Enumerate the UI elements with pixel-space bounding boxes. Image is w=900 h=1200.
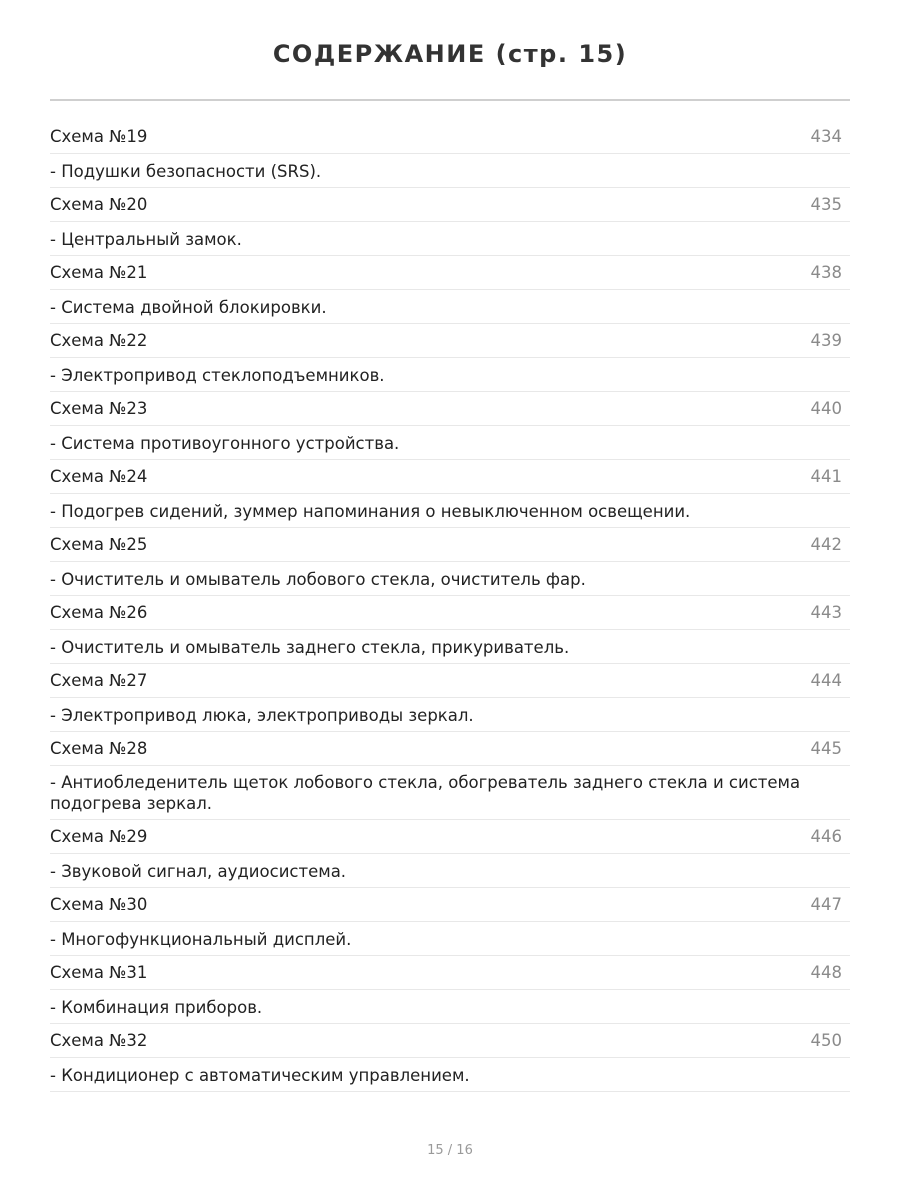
scheme-label: Схема №19 — [50, 127, 148, 146]
page-number: 448 — [810, 963, 842, 982]
toc-scheme-row[interactable] — [50, 888, 850, 922]
toc-description-row — [50, 562, 850, 596]
scheme-label: Схема №30 — [50, 895, 148, 914]
scheme-description: - Электропривод стеклоподъемников. — [50, 365, 385, 385]
scheme-description: - Комбинация приборов. — [50, 997, 263, 1017]
toc-scheme-row[interactable] — [50, 188, 850, 222]
toc-scheme-row[interactable] — [50, 324, 850, 358]
toc-scheme-row[interactable] — [50, 596, 850, 630]
scheme-description: - Подогрев сидений, зуммер напоминания о невыключенном освещении. — [50, 501, 691, 521]
toc-description-row — [50, 358, 850, 392]
toc-description-row — [50, 766, 850, 820]
toc-scheme-row[interactable] — [50, 392, 850, 426]
page-indicator: 15 / 16 — [427, 1143, 473, 1158]
page-number: 438 — [810, 263, 842, 282]
toc-scheme-row[interactable] — [50, 956, 850, 990]
page-number: 444 — [810, 671, 842, 690]
scheme-label: Схема №25 — [50, 535, 148, 554]
scheme-label: Схема №20 — [50, 195, 148, 214]
page-number: 442 — [810, 535, 842, 554]
page-number: 439 — [810, 331, 842, 350]
page-number: 446 — [810, 827, 842, 846]
scheme-label: Схема №31 — [50, 963, 148, 982]
toc-scheme-row[interactable] — [50, 460, 850, 494]
toc-description-row — [50, 290, 850, 324]
page-number: 434 — [810, 127, 842, 146]
toc-description-row — [50, 630, 850, 664]
page-number: 441 — [810, 467, 842, 486]
toc-description-row — [50, 922, 850, 956]
toc-scheme-row[interactable] — [50, 528, 850, 562]
scheme-label: Схема №32 — [50, 1031, 148, 1050]
page-title: СОДЕРЖАНИЕ (стр. 15) — [272, 40, 628, 68]
toc-description-row — [50, 426, 850, 460]
scheme-description: - Антиобледенитель щеток лобового стекла, обогреватель заднего стекла и система подогрева зеркал. — [50, 773, 801, 813]
scheme-label: Схема №23 — [50, 399, 148, 418]
scheme-label: Схема №27 — [50, 671, 148, 690]
scheme-description: - Очиститель и омыватель лобового стекла, очиститель фар. — [50, 569, 586, 589]
page-number: 450 — [810, 1031, 842, 1050]
scheme-description: - Система двойной блокировки. — [50, 297, 327, 317]
toc-description-row — [50, 990, 850, 1024]
toc-description-row — [50, 1058, 850, 1092]
toc-description-row — [50, 698, 850, 732]
scheme-label: Схема №28 — [50, 739, 148, 758]
scheme-label: Схема №21 — [50, 263, 148, 282]
toc-scheme-row[interactable] — [50, 664, 850, 698]
page-number: 443 — [810, 603, 842, 622]
toc-scheme-row[interactable] — [50, 1024, 850, 1058]
scheme-description: - Центральный замок. — [50, 229, 242, 249]
scheme-description: - Электропривод люка, электроприводы зеркал. — [50, 705, 474, 725]
scheme-description: - Кондиционер с автоматическим управлением. — [50, 1065, 470, 1085]
scheme-description: - Звуковой сигнал, аудиосистема. — [50, 861, 347, 881]
page-number: 435 — [810, 195, 842, 214]
page-number: 447 — [810, 895, 842, 914]
toc-description-row — [50, 494, 850, 528]
toc-scheme-row[interactable] — [50, 732, 850, 766]
toc-scheme-row[interactable] — [50, 256, 850, 290]
toc-scheme-row[interactable] — [50, 820, 850, 854]
scheme-description: - Система противоугонного устройства. — [50, 433, 400, 453]
scheme-label: Схема №24 — [50, 467, 148, 486]
toc-description-row — [50, 154, 850, 188]
toc-description-row — [50, 854, 850, 888]
scheme-description: - Многофункциональный дисплей. — [50, 929, 352, 949]
title-divider — [50, 99, 850, 101]
toc-scheme-row[interactable] — [50, 120, 850, 154]
scheme-label: Схема №26 — [50, 603, 148, 622]
page-number: 440 — [810, 399, 842, 418]
scheme-label: Схема №22 — [50, 331, 148, 350]
table-of-contents — [50, 120, 850, 1092]
scheme-description: - Очиститель и омыватель заднего стекла, прикуриватель. — [50, 637, 570, 657]
scheme-label: Схема №29 — [50, 827, 148, 846]
scheme-description: - Подушки безопасности (SRS). — [50, 161, 322, 181]
toc-description-row — [50, 222, 850, 256]
page-number: 445 — [810, 739, 842, 758]
